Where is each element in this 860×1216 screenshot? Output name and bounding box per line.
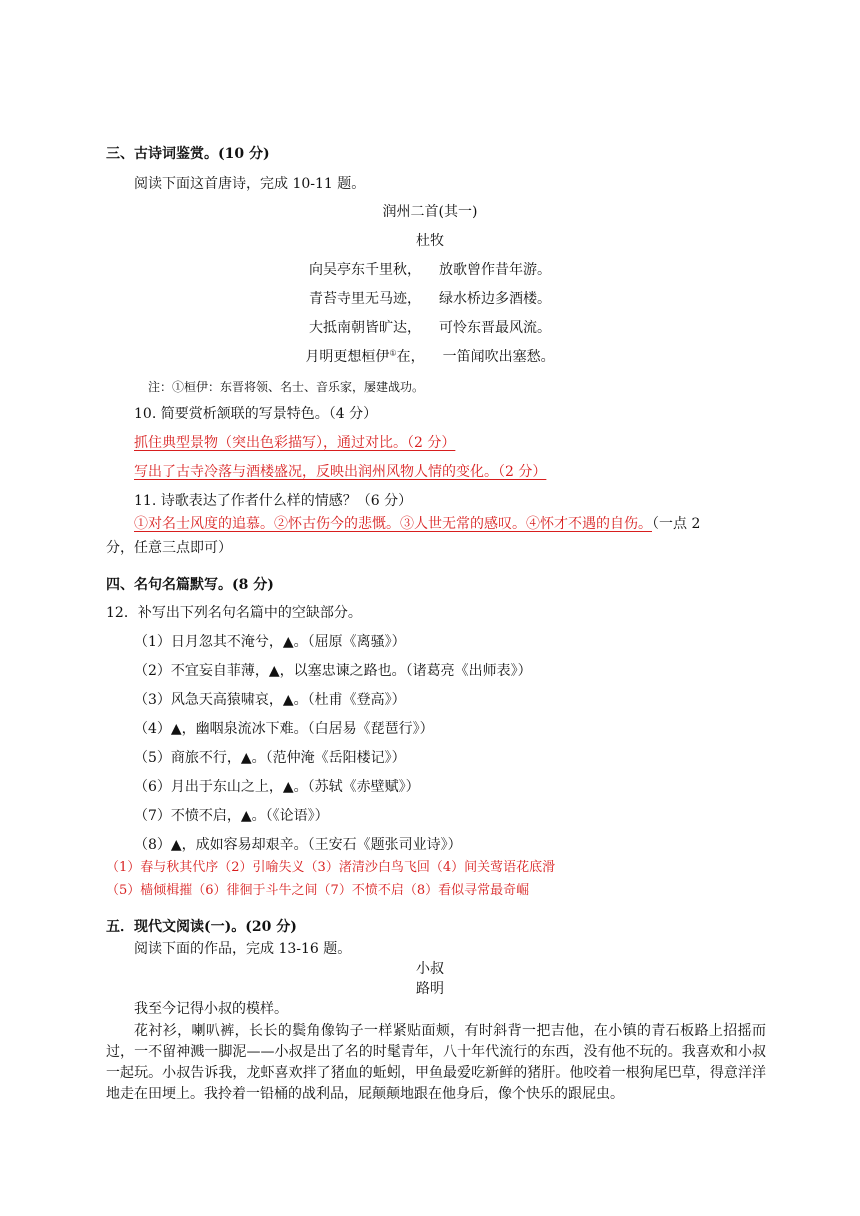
section5-intro: 阅读下面的作品，完成 13-16 题。	[134, 941, 352, 957]
fill-item-5: （5）商旅不行，▲。（范仲淹《岳阳楼记》）	[134, 750, 406, 766]
answer-10-part2: 写出了古寺冷落与酒楼盛况，反映出润州风物人情的变化。（2 分）	[134, 464, 547, 480]
fill-item-8: （8）▲，成如容易却艰辛。（王安石《题张司业诗》）	[134, 837, 462, 853]
answers-12-line1: （1）春与秋其代序（2）引喻失义（3）渚清沙白鸟飞回（4）间关莺语花底滑	[106, 860, 556, 875]
fill-item-4: （4）▲，幽咽泉流冰下难。（白居易《琵琶行》）	[134, 721, 434, 737]
answers-12-line2: （5）樯倾楫摧（6）徘徊于斗牛之间（7）不愤不启（8）看似寻常最奇崛	[106, 883, 530, 898]
poem-note: 注：①桓伊：东晋将领、名士、音乐家，屡建战功。	[148, 380, 425, 394]
poem-title: 润州二首(其一)	[382, 204, 478, 220]
article-paragraph-1: 我至今记得小叔的模样。	[134, 1001, 288, 1017]
section3-heading: 三、古诗词鉴赏。(10 分)	[106, 146, 270, 162]
answer-10-part1: 抓住典型景物（突出色彩描写），通过对比。（2 分）	[134, 435, 456, 451]
question-10: 10. 简要赏析颔联的写景特色。（4 分）	[134, 406, 378, 422]
footnote-mark: ①	[389, 348, 397, 358]
article-paragraph-2: 花衬衫，喇叭裤，长长的鬓角像钩子一样紧贴面颊，有时斜背一把吉他，在小镇的青石板路上招摇而过，一不留神溅一脚泥——小叔是出了名的时髦青年，八十年代流行的东西，没有他不玩的。我喜欢和小叔一起玩。小叔告诉我，龙虾喜欢拌了猪血的蚯蚓，甲鱼最爱吃新鲜的猪肝。他咬着一根狗尾巴草，得意洋洋地走在田埂上。我拎着一铅桶的战利品，屁颠颠地跟在他身后，像个快乐的跟屁虫。	[106, 1023, 766, 1102]
poem-line-2: 青苔寺里无马迹， 绿水桥边多酒楼。	[309, 291, 551, 307]
poem-line-4: 月明更想桓伊①在， 一笛闻吹出塞愁。	[305, 348, 555, 365]
fill-item-6: （6）月出于东山之上，▲。（苏轼《赤壁赋》）	[134, 779, 420, 795]
poem-line-1: 向吴亭东千里秋， 放歌曾作昔年游。	[309, 262, 551, 278]
answer-11-line	[134, 515, 700, 533]
fill-item-3: （3）风急天高猿啸哀，▲。（杜甫《登高》）	[134, 692, 406, 708]
fill-item-2: （2）不宜妄自菲薄，▲，以塞忠谏之路也。（诸葛亮《出师表》）	[134, 663, 532, 679]
section3-intro: 阅读下面这首唐诗，完成 10-11 题。	[134, 176, 366, 192]
section5-heading: 五．现代文阅读(一)。(20 分)	[106, 919, 297, 935]
article-author: 路明	[416, 981, 444, 997]
section4-heading: 四、名句名篇默写。(8 分)	[106, 577, 274, 593]
article-title: 小叔	[416, 961, 444, 977]
answer-11-scoring: （一点 2	[652, 516, 701, 532]
answer-11-scoring-cont: 分，任意三点即可）	[106, 540, 232, 556]
question-12: 12．补写出下列名句名篇中的空缺部分。	[106, 605, 362, 621]
answer-11: ①对名士风度的追慕。②怀古伤今的悲慨。③人世无常的感叹。④怀才不遇的自伤。	[134, 516, 652, 532]
fill-item-1: （1）日月忽其不淹兮，▲。（屈原《离骚》）	[134, 634, 406, 650]
poem-author: 杜牧	[416, 233, 444, 249]
question-11: 11. 诗歌表达了作者什么样的情感？（6 分）	[134, 493, 413, 509]
poem-line-3: 大抵南朝皆旷达， 可怜东晋最风流。	[309, 320, 551, 336]
fill-item-7: （7）不愤不启，▲。（《论语》）	[134, 808, 329, 824]
